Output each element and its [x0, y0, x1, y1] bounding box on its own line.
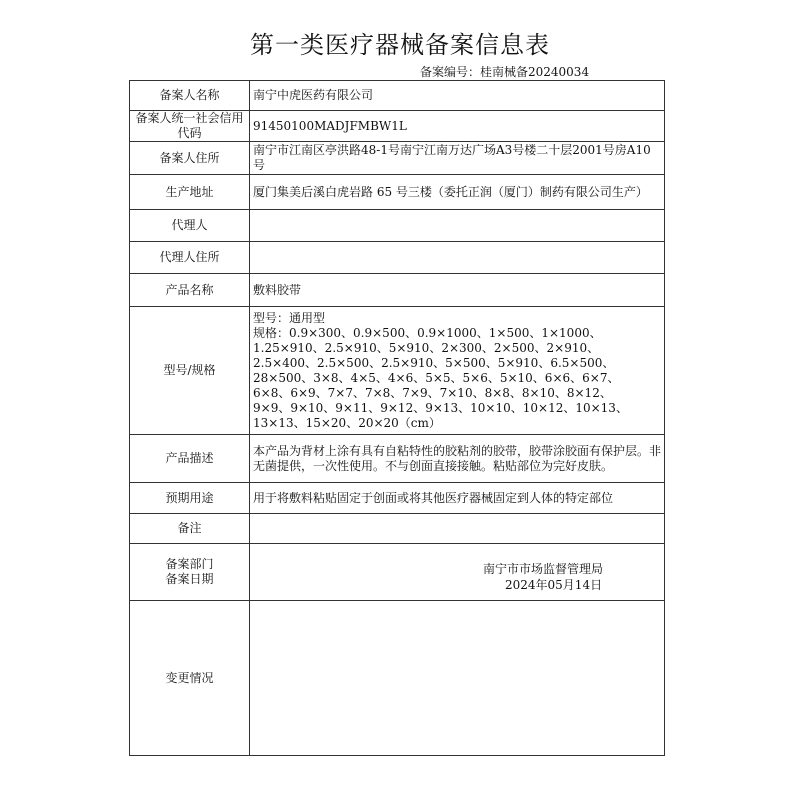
intended-use-value: 用于将敷料粘贴固定于创面或将其他医疗器械固定到人体的特定部位: [250, 483, 665, 514]
table-row: [130, 111, 665, 142]
record-date-label: 备案日期: [165, 572, 214, 586]
filer-address-value: 南宁市江南区亭洪路48-1号南宁江南万达广场A3号楼二十层2001号房A10号: [250, 142, 665, 175]
credit-code-value: 91450100MADJFMBW1L: [250, 111, 665, 142]
agent-address-label: 代理人住所: [130, 242, 250, 274]
changes-label: 变更情况: [130, 601, 250, 756]
model-spec-label: 型号/规格: [130, 307, 250, 435]
table-row: [130, 242, 665, 274]
filer-address-label: 备案人住所: [130, 142, 250, 175]
record-date: 2024年05月14日: [505, 578, 603, 592]
intended-use-label: 预期用途: [130, 483, 250, 514]
record-number: 备案编号：桂南械备20240034: [420, 65, 590, 79]
agent-address-value: [250, 242, 665, 274]
agent-label: 代理人: [130, 210, 250, 242]
table-row: [130, 435, 665, 483]
credit-code-label: 备案人统一社会信用代码: [130, 111, 250, 142]
table-row: [130, 210, 665, 242]
remarks-value: [250, 514, 665, 544]
model-spec-value: [250, 307, 665, 435]
dept-date-value: [250, 544, 665, 601]
remarks-label: 备注: [130, 514, 250, 544]
product-name-value: 敷料胶带: [250, 274, 665, 307]
table-row: [130, 514, 665, 544]
record-dept-label: 备案部门: [165, 557, 214, 571]
table-row: [130, 307, 665, 435]
table-row: [130, 81, 665, 111]
table-row: [130, 274, 665, 307]
product-name-label: 产品名称: [130, 274, 250, 307]
dept-date-label: [130, 544, 250, 601]
spec-line: 13×13、15×20、20×20（cm）: [253, 415, 441, 430]
spec-line: 6×8、6×9、7×7、7×8、7×9、7×10、8×8、8×10、8×12、: [253, 385, 612, 400]
description-label: 产品描述: [130, 435, 250, 483]
table-row: [130, 483, 665, 514]
changes-value: [250, 601, 665, 756]
spec-line: 规格：0.9×300、0.9×500、0.9×1000、1×500、1×1000、: [253, 325, 602, 340]
filer-name-value: 南宁中虎医药有限公司: [250, 81, 665, 111]
record-table: [129, 80, 665, 756]
table-row: [130, 175, 665, 210]
spec-line: 型号：通用型: [253, 310, 326, 325]
table-row: [130, 601, 665, 756]
spec-line: 1.25×910、2.5×910、5×910、2×300、2×500、2×910、: [253, 340, 600, 355]
description-value: 本产品为背材上涂有具有自粘特性的胶粘剂的胶带，胶带涂胶面有保护层。非无菌提供，一次性使用。不与创面直接接触。粘贴部位为完好皮肤。: [250, 435, 665, 483]
spec-line: 9×9、9×10、9×11、9×12、9×13、10×10、10×12、10×13、: [253, 400, 628, 415]
filer-name-label: 备案人名称: [130, 81, 250, 111]
spec-line: 28×500、3×8、4×5、4×6、5×5、5×6、5×10、6×6、6×7、: [253, 370, 620, 385]
page-title: 第一类医疗器械备案信息表: [250, 31, 550, 59]
table-row: [130, 544, 665, 601]
production-address-label: 生产地址: [130, 175, 250, 210]
record-dept: 南宁市市场监督管理局: [483, 562, 604, 576]
table-row: [130, 142, 665, 175]
dept-date-block: [253, 551, 661, 593]
spec-line: 2.5×400、2.5×500、2.5×910、5×500、5×910、6.5×500、: [253, 355, 615, 370]
production-address-value: 厦门集美后溪白虎岩路 65 号三楼（委托正润（厦门）制药有限公司生产）: [250, 175, 665, 210]
agent-value: [250, 210, 665, 242]
